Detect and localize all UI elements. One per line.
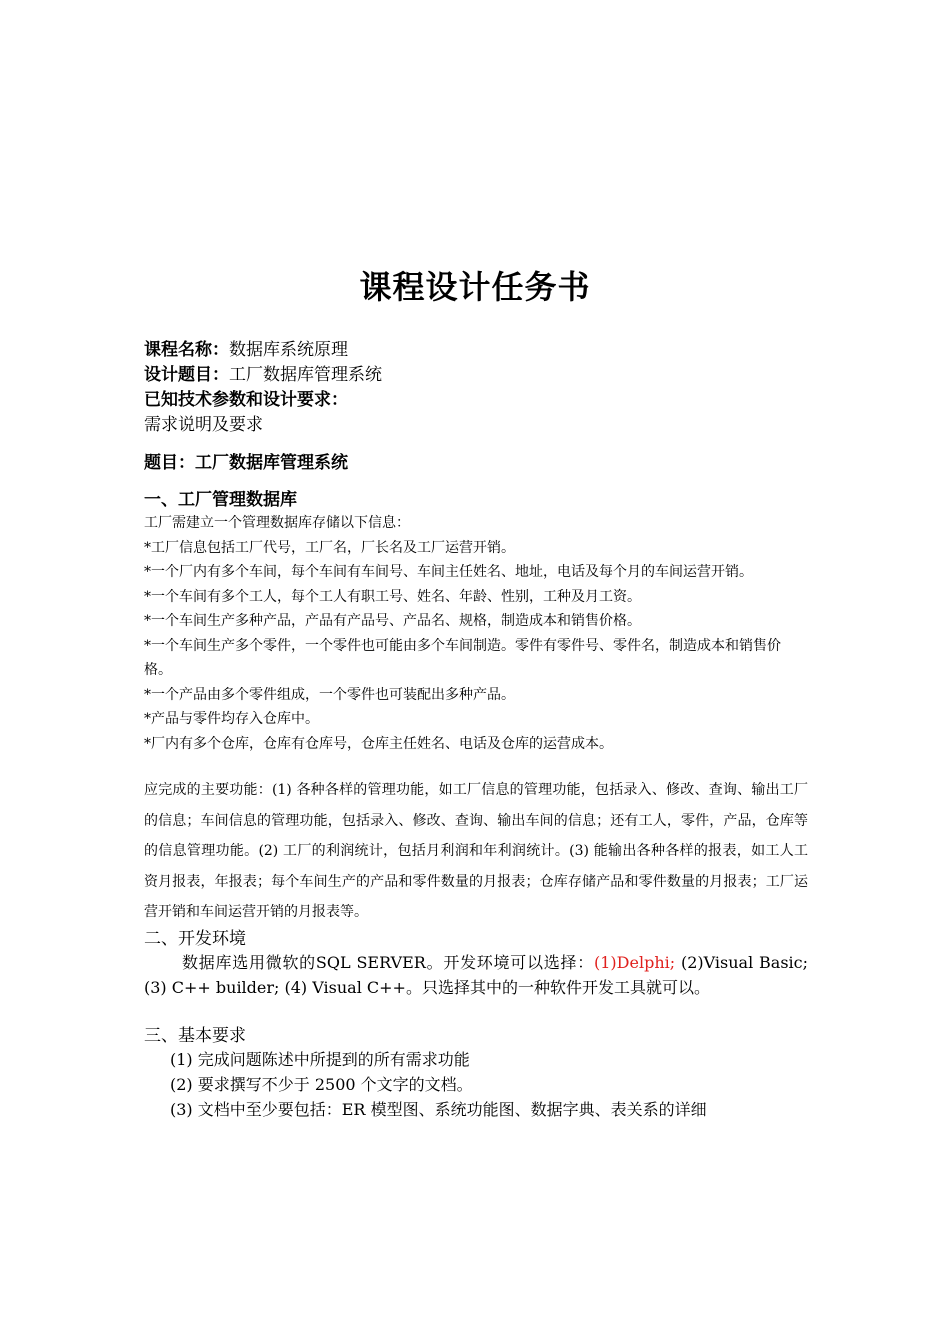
course-name-label: 课程名称： xyxy=(144,340,229,360)
document-body xyxy=(144,338,808,1122)
list-item: (2) 要求撰写不少于 2500 个文字的文档。 xyxy=(170,1074,473,1094)
dev-env-paragraph xyxy=(144,950,808,1000)
list-item: *厂内有多个仓库，仓库有仓库号，仓库主任姓名、电话及仓库的运营成本。 xyxy=(144,735,613,752)
section1-list xyxy=(144,511,808,756)
list-item: *一个车间生产多个零件，一个零件也可能由多个车间制造。零件有零件号、零件名，制造成本和销售价格。 xyxy=(144,637,781,678)
list-item: *一个厂内有多个车间，每个车间有车间号、车间主任姓名、地址，电话及每个月的车间运营开销。 xyxy=(144,564,753,580)
dev-env-text-rest: (2)Visual Basic; (3) C++ builder; (4) Visual C++。只选择其中的一种软件开发工具就可以。 xyxy=(144,952,808,997)
blank-line xyxy=(144,1000,808,1025)
dev-env-highlight: (1)Delphi; xyxy=(594,952,676,972)
list-item: (1) 完成问题陈述中所提到的所有需求功能 xyxy=(170,1049,470,1069)
dev-env-text: 数据库选用微软的SQL SERVER。开发环境可以选择： xyxy=(182,952,594,972)
section3-heading: 三、基本要求 xyxy=(144,1025,246,1046)
list-item: *一个产品由多个零件组成，一个零件也可装配出多种产品。 xyxy=(144,686,515,703)
list-item: *一个车间有多个工人，每个工人有职工号、姓名、年龄、性别，工种及月工资。 xyxy=(144,588,641,605)
course-name-value: 数据库系统原理 xyxy=(229,340,348,360)
tech-params-label: 已知技术参数和设计要求： xyxy=(144,390,348,410)
section1-intro: 工厂需建立一个管理数据库存储以下信息： xyxy=(144,515,410,531)
section3-list xyxy=(144,1047,808,1122)
section2-heading: 二、开发环境 xyxy=(144,928,246,949)
tech-params-line xyxy=(144,388,808,413)
list-item: *产品与零件均存入仓库中。 xyxy=(144,711,319,727)
design-topic-label: 设计题目： xyxy=(144,365,229,385)
section1-heading: 一、工厂管理数据库 xyxy=(144,490,297,510)
design-topic-value: 工厂数据库管理系统 xyxy=(229,365,382,385)
list-item: *一个车间生产多种产品，产品有产品号、产品名、规格，制造成本和销售价格。 xyxy=(144,613,641,629)
course-name-line xyxy=(144,338,808,363)
topic-heading: 题目：工厂数据库管理系统 xyxy=(144,453,348,473)
list-item: *工厂信息包括工厂代号，工厂名，厂长名及工厂运营开销。 xyxy=(144,539,515,556)
main-functions-paragraph: 应完成的主要功能：(1) 各种各样的管理功能，如工厂信息的管理功能，包括录入、修改、查询、输出工厂的信息；车间信息的管理功能，包括录入、修改、查询、输出车间的信息；还有工人，零件，产品，仓库等的信息管理功能。(2) 工厂的利润统计，包括月利润和年利润统计。(3) 能输出各种各样的报表，如工人工资月报表，年报表；每个车间生产的产品和零件数量的月报表；仓库存储产品和零件数量的月报表；工厂运营开销和车间运营开销的月报表等。 xyxy=(144,782,808,920)
design-topic-line xyxy=(144,363,808,388)
list-item: (3) 文档中至少要包括：ER 模型图、系统功能图、数据字典、表关系的详细 xyxy=(170,1099,707,1119)
requirements-note: 需求说明及要求 xyxy=(144,415,263,435)
document-title: 课程设计任务书 xyxy=(359,268,591,306)
